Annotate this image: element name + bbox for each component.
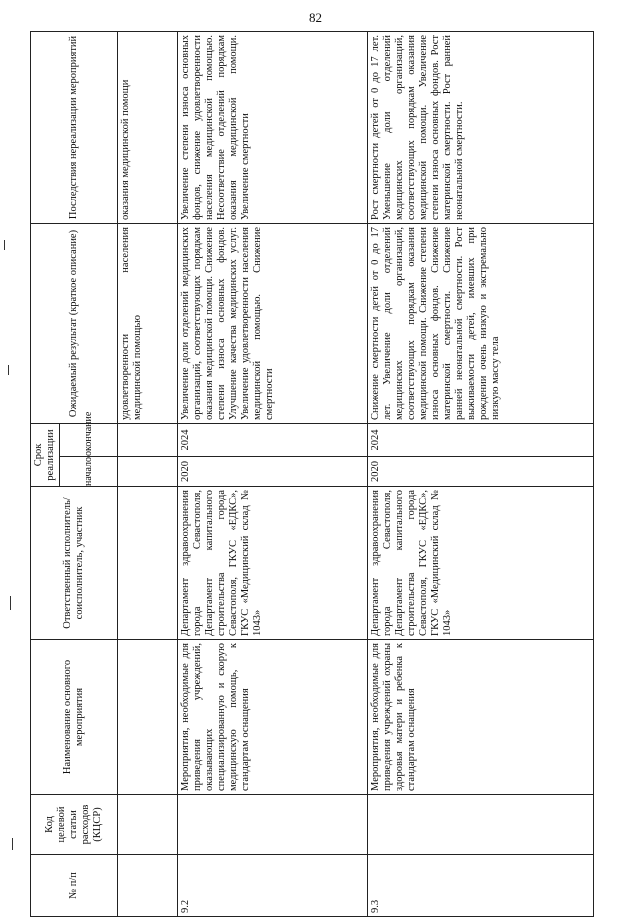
row-end: 2024 xyxy=(178,423,368,456)
row-code xyxy=(178,795,368,855)
table-row xyxy=(118,31,178,916)
table-row xyxy=(178,31,368,916)
scan-mark xyxy=(10,596,11,610)
continuation-consequences: оказания медицинской помощи xyxy=(118,31,178,223)
header-code: Код целевой статьи расходов (КЦСР) xyxy=(31,795,118,855)
activities-table xyxy=(30,31,594,917)
row-resp: Департамент здравоохранения города Севастополя, Департамент капитального строительства города Севастополя, ГКУС «ЕДКС», ГКУС «Медицинский склад № 1043» xyxy=(178,487,368,640)
row-consequences: Увеличение степени износа основных фондов, снижение удовлетворенности населения медицинской помощью. Несоответствие отделений порядкам оказания медицинской помощи. Увеличение смертности xyxy=(178,31,368,223)
row-code xyxy=(368,795,594,855)
header-num: № п/п xyxy=(31,855,118,917)
row-consequences: Рост смертности детей от 0 до 17 лет. Уменьшение доли отделений медицинских организаций, соответствующих порядкам оказания медицинской помощи. Увеличение степени износа основных фондов. Рост материнской смертности. Рост ранней неонатальной смертности. xyxy=(368,31,594,223)
header-resp: Ответственный исполнитель/соисполнитель, участник xyxy=(31,487,118,640)
scan-mark xyxy=(4,240,5,250)
header-consequences: Последствия нереализации мероприятий xyxy=(31,31,118,223)
table-row xyxy=(368,31,594,916)
header-result: Ожидаемый результат (краткое описание) xyxy=(31,223,118,423)
header-name: Наименование основного мероприятия xyxy=(31,640,118,795)
row-result: Снижение смертности детей от 0 до 17 лет. Увеличение доли отделений медицинских организаций, соответствующих порядкам оказания медицинской помощи. Снижение степени износа основных фондов. Снижение материнской смертности. Снижение ранней неонатальной смертности. Рост выживаемости детей, имевших при рождении очень низкую и экстремально низкую массу тела xyxy=(368,223,594,423)
page-number: 82 xyxy=(309,10,322,25)
row-start: 2020 xyxy=(368,457,594,487)
row-num: 9.3 xyxy=(368,855,594,917)
scan-mark xyxy=(12,838,13,850)
row-resp: Департамент здравоохранения города Севастополя, Департамент капитального строительства города Севастополя, ГКУС «ЕДКС», ГКУС «Медицинский склад № 1043» xyxy=(368,487,594,640)
row-num: 9.2 xyxy=(178,855,368,917)
row-result: Увеличение доли отделений медицинских организаций, соответствующих порядкам оказания медицинской помощи. Снижение степени износа основных фондов. Улучшение качества медицинских услуг. Увеличение удовлетворенности населения медицинской помощью. Снижение смертности xyxy=(178,223,368,423)
row-start: 2020 xyxy=(178,457,368,487)
row-name: Мероприятия, необходимые для приведения учреждений, оказывающих специализированную и скорую медицинскую помощь, к стандартам оснащения xyxy=(178,640,368,795)
row-name: Мероприятия, необходимые для приведения учреждений охраны здоровья матери и ребенка к стандартам оснащения xyxy=(368,640,594,795)
row-end: 2024 xyxy=(368,423,594,456)
rotated-table-container xyxy=(30,32,595,917)
continuation-result: удовлетворенности населения медицинской помощью xyxy=(118,223,178,423)
header-start: начало xyxy=(60,457,118,487)
scan-mark xyxy=(8,365,9,375)
header-term: Срок реализации xyxy=(31,423,60,486)
header-end: окончание xyxy=(60,423,118,456)
